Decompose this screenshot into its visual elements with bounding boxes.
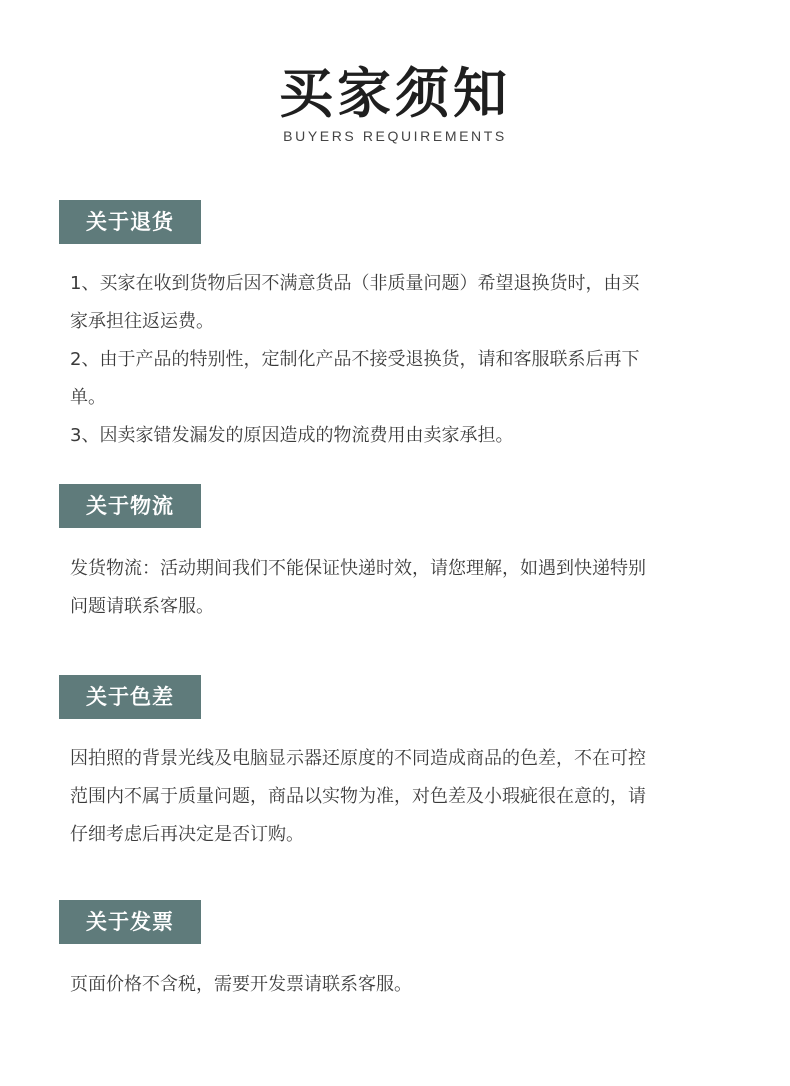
text-line: 1、买家在收到货物后因不满意货品（非质量问题）希望退换货时，由买 — [70, 273, 640, 294]
text-line: 因拍照的背景光线及电脑显示器还原度的不同造成商品的色差，不在可控 — [70, 748, 646, 769]
page-subtitle: BUYERS REQUIREMENTS — [283, 128, 507, 144]
text-line: 家承担往返运费。 — [70, 311, 214, 332]
text-line: 仔细考虑后再决定是否订购。 — [70, 824, 304, 845]
text-line: 问题请联系客服。 — [70, 596, 214, 617]
section-heading-logistics: 关于物流 — [59, 484, 201, 528]
text-line: 2、由于产品的特别性，定制化产品不接受退换货，请和客服联系后再下 — [70, 349, 640, 370]
section-body-invoice — [70, 966, 730, 1004]
text-line: 单。 — [70, 387, 106, 408]
section-heading-invoice: 关于发票 — [59, 900, 201, 944]
section-body-color-difference — [70, 740, 730, 854]
section-heading-color-difference: 关于色差 — [59, 675, 201, 719]
page-title: 买家须知 — [279, 62, 511, 125]
section-body-returns — [70, 265, 730, 455]
text-line: 发货物流：活动期间我们不能保证快递时效，请您理解，如遇到快递特别 — [70, 558, 646, 579]
section-body-logistics — [70, 550, 730, 626]
section-heading-returns: 关于退货 — [59, 200, 201, 244]
text-line: 页面价格不含税，需要开发票请联系客服。 — [70, 974, 412, 995]
text-line: 3、因卖家错发漏发的原因造成的物流费用由卖家承担。 — [70, 425, 514, 446]
text-line: 范围内不属于质量问题，商品以实物为准，对色差及小瑕疵很在意的，请 — [70, 786, 646, 807]
